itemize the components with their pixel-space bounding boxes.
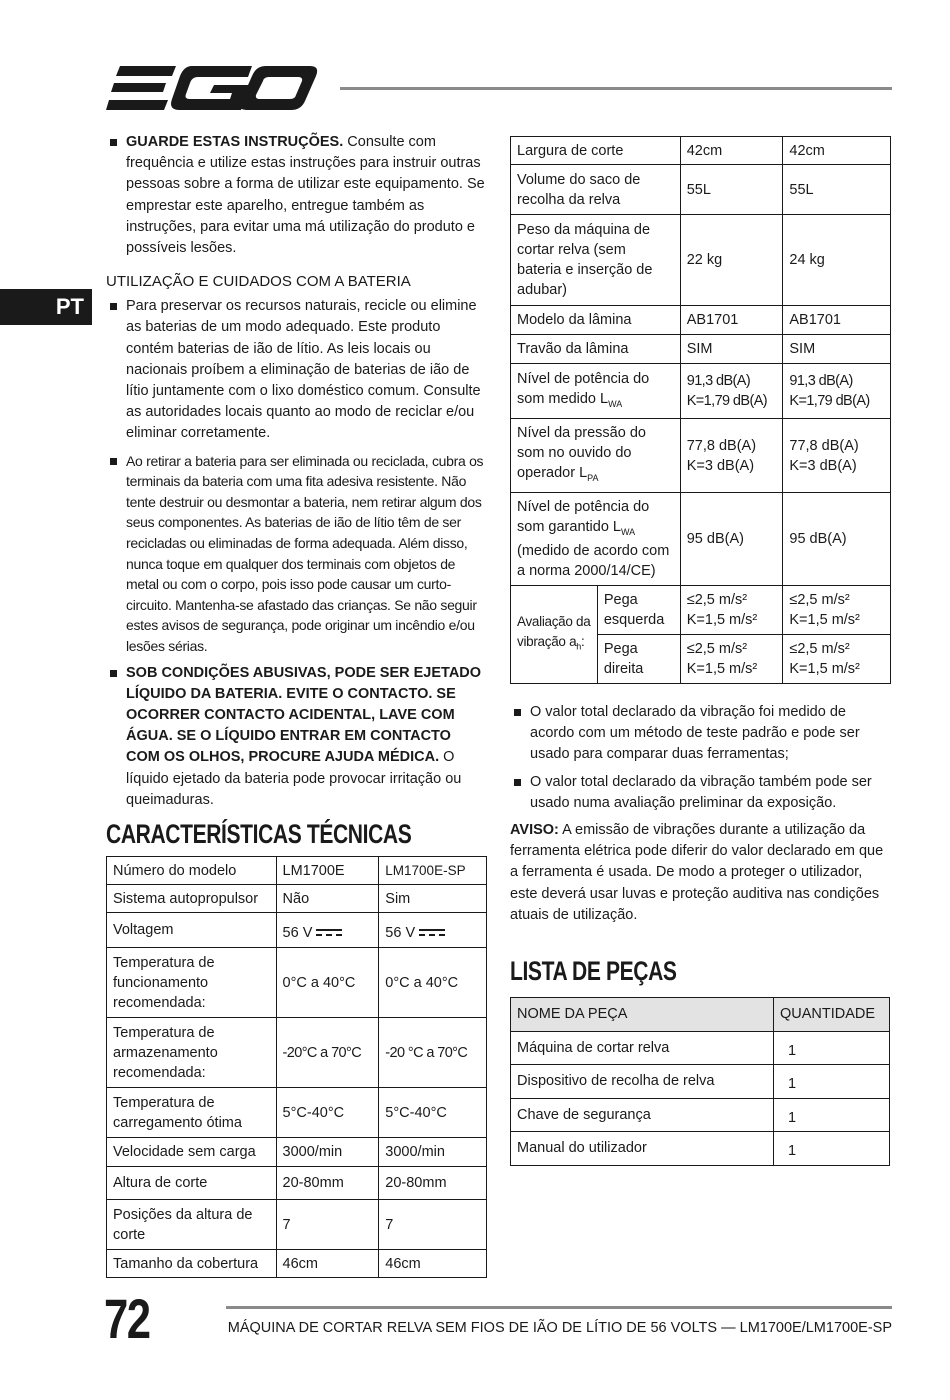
- left-column: [106, 132, 488, 1278]
- spec-value: [783, 364, 891, 419]
- spec-value: [276, 913, 379, 948]
- value-line: ≤2,5 m/s²: [686, 641, 748, 657]
- table-row: [107, 948, 487, 1018]
- spec-value: 42cm: [680, 137, 783, 165]
- spec-value: 5°C-40°C: [276, 1088, 379, 1138]
- part-qty: 1: [774, 1065, 890, 1099]
- spec-label: Voltagem: [107, 913, 277, 948]
- spec-value: -20°C a 70°C: [276, 1018, 379, 1088]
- value-line: K=1,79 dB(A): [686, 393, 767, 409]
- language-tab: [0, 289, 92, 325]
- part-qty: 1: [774, 1098, 890, 1132]
- page-number: 72: [104, 1287, 150, 1350]
- right-column: [510, 136, 892, 1166]
- spec-value: [680, 586, 783, 635]
- value-line: K=1,5 m/s²: [686, 661, 758, 677]
- table-row: [511, 493, 891, 586]
- specs-title: CARACTERÍSTICAS TÉCNICAS: [106, 819, 412, 849]
- spec-label: Temperatura de carregamento ótima: [107, 1088, 277, 1138]
- part-qty: 1: [774, 1132, 890, 1166]
- value-line: K=1,5 m/s²: [789, 661, 860, 677]
- header-rule: [340, 87, 892, 90]
- spec-value: 0°C a 40°C: [379, 948, 487, 1018]
- spec-value: SIM: [783, 335, 891, 364]
- spec-value: 46cm: [379, 1250, 487, 1278]
- spec-value: 42cm: [783, 137, 891, 165]
- parts-table: [510, 997, 890, 1166]
- battery-heading: UTILIZAÇÃO E CUIDADOS COM A BATERIA: [106, 273, 411, 291]
- dc-symbol-icon: [419, 929, 445, 937]
- vibration-notes: [510, 702, 892, 814]
- value-line: K=3 dB(A): [789, 457, 857, 474]
- spec-value: Não: [276, 885, 379, 913]
- footer-title: MÁQUINA DE CORTAR RELVA SEM FIOS DE IÃO DE LÍTIO DE 56 VOLTS — LM1700E/LM1700E-SP: [227, 1320, 892, 1336]
- table-row: [511, 1031, 890, 1065]
- spec-value: 22 kg: [680, 215, 783, 306]
- value-line: ≤2,5 m/s²: [789, 641, 850, 657]
- spec-label: Posições da altura de corte: [107, 1200, 277, 1250]
- spec-value: 20-80mm: [276, 1167, 379, 1200]
- spec-label: Tamanho da cobertura: [107, 1250, 277, 1278]
- spec-label: [511, 364, 681, 419]
- parts-header-row: [511, 998, 890, 1032]
- spec-value: 7: [276, 1200, 379, 1250]
- part-name: Chave de segurança: [511, 1098, 774, 1132]
- value-line: 77,8 dB(A): [686, 437, 757, 454]
- vibration-sub: h: [576, 641, 582, 652]
- vibration-label: [511, 586, 598, 684]
- spec-value: [379, 913, 487, 948]
- vibration-suffix: :: [581, 634, 585, 650]
- spec-value: 20-80mm: [379, 1167, 487, 1200]
- spec-value: 24 kg: [783, 215, 891, 306]
- spec-label: Largura de corte: [511, 137, 681, 165]
- value-line: 77,8 dB(A): [789, 437, 859, 454]
- dc-symbol-icon: [316, 929, 342, 937]
- spec-label: [511, 493, 681, 586]
- spec-value: SIM: [680, 335, 783, 364]
- footer-rule: [226, 1306, 892, 1309]
- notice-label: AVISO:: [510, 822, 559, 839]
- spec-value: LM1700E-SP: [379, 857, 487, 885]
- table-row: [511, 1065, 890, 1099]
- vibration-bullet: O valor total declarado da vibração também pode ser usado numa avaliação preliminar da exposição.: [510, 772, 892, 814]
- spec-label: Número do modelo: [107, 857, 277, 885]
- value-line: ≤2,5 m/s²: [686, 592, 748, 608]
- ego-logo: [106, 64, 318, 112]
- table-row: [511, 364, 891, 419]
- notice-text: A emissão de vibrações durante a utilização da ferramenta elétrica pode diferir do valor declarado em que a ferramenta é usada. De modo a proteger o utilizador, este deverá usar luvas e proteção auditiva nas condições atuais de utilização.: [510, 822, 884, 923]
- specs-table-left: [106, 856, 487, 1278]
- voltage-value: 56 V: [282, 925, 313, 941]
- sound-pressure-sub: PA: [587, 472, 599, 483]
- spec-label: Velocidade sem carga: [107, 1138, 277, 1167]
- table-row: [107, 1138, 487, 1167]
- keep-instructions-text: Consulte com frequência e utilize estas instruções para instruir outras pessoas sobre a forma de utilizar este equipamento. Se emprestar este aparelho, entregue também as instruções, para evitar uma má utilização do produto e possíveis lesões.: [126, 134, 485, 257]
- spec-value: LM1700E: [276, 857, 379, 885]
- value-line: ≤2,5 m/s²: [789, 592, 850, 608]
- table-row: [107, 1088, 487, 1138]
- spec-value: 55L: [680, 165, 783, 215]
- spec-label: Temperatura de armazenamento recomendada:: [107, 1018, 277, 1088]
- battery-bullet-disposal: Ao retirar a bateria para ser eliminada ou reciclada, cubra os terminais da bateria com uma fita adesiva resistente. Não tente destruir ou desmontar a bateria, nem retirar algum dos seus componentes. As baterias de ião de lítio têm de ser recicladas ou eliminadas de forma adequada. Além disso, nunca toque em qualquer dos terminais com objetos de metal ou com o corpo, pois isso pode causar um curto-circuito. Mantenha-se afastado das crianças. Se não seguir estes avisos de segurança, pode originar um incêndio e/ou lesões sérias.: [106, 451, 488, 657]
- part-name: Dispositivo de recolha de relva: [511, 1065, 774, 1099]
- value-line: 91,3 dB(A): [789, 373, 853, 389]
- table-row: [107, 857, 487, 885]
- sound-power-sub: WA: [608, 398, 623, 409]
- table-row: [511, 137, 891, 165]
- spec-value: 5°C-40°C: [379, 1088, 487, 1138]
- spec-value: [680, 419, 783, 493]
- sound-power-label: Nível de potência do som medido L: [517, 370, 650, 407]
- value-line: 91,3 dB(A): [686, 373, 751, 389]
- spec-value: 55L: [783, 165, 891, 215]
- spec-value: 0°C a 40°C: [276, 948, 379, 1018]
- table-row: [107, 885, 487, 913]
- spec-value: [680, 635, 783, 684]
- parts-title: LISTA DE PEÇAS: [510, 956, 677, 987]
- parts-header-qty: QUANTIDADE: [774, 998, 890, 1032]
- keep-instructions-bullet: [106, 132, 488, 259]
- table-row: [511, 1132, 890, 1166]
- part-qty: 1: [774, 1031, 890, 1065]
- value-line: K=1,5 m/s²: [789, 612, 860, 628]
- keep-instructions-bold: GUARDE ESTAS INSTRUÇÕES.: [126, 134, 344, 150]
- table-row: [107, 913, 487, 948]
- table-row: [107, 1018, 487, 1088]
- spec-value: [783, 419, 891, 493]
- table-row: [107, 1200, 487, 1250]
- spec-label: Modelo da lâmina: [511, 306, 681, 335]
- spec-value: 95 dB(A): [783, 493, 891, 586]
- value-line: K=3 dB(A): [686, 457, 755, 474]
- voltage-value: 56 V: [385, 925, 416, 941]
- spec-label: [511, 419, 681, 493]
- table-row: [511, 1098, 890, 1132]
- spec-label: Volume do saco de recolha da relva: [511, 165, 681, 215]
- right-grip-label: Pega direita: [597, 635, 680, 684]
- spec-value: AB1701: [783, 306, 891, 335]
- table-row: [511, 586, 891, 635]
- spec-value: 95 dB(A): [680, 493, 783, 586]
- guaranteed-sub: WA: [620, 526, 636, 537]
- table-row: [107, 1167, 487, 1200]
- value-line: K=1,5 m/s²: [686, 612, 758, 628]
- battery-bullet-recycle: Para preservar os recursos naturais, recicle ou elimine as baterias de um modo adequado. Este produto contém baterias de ião de lítio. As leis locais ou nacionais proíbem a eliminação de baterias de ião de lítio juntamente com o lixo doméstico comum. Consulte as autoridades locais quanto ao modo de reciclar e/ou eliminar corretamente.: [106, 296, 488, 444]
- vibration-label-text: Avaliação da vibração a: [517, 614, 591, 650]
- spec-value: AB1701: [680, 306, 783, 335]
- specs-table-right: [510, 136, 891, 684]
- spec-value: Sim: [379, 885, 487, 913]
- spec-value: [783, 635, 891, 684]
- guaranteed-label-note: (medido de acordo com a norma 2000/14/CE): [517, 543, 670, 580]
- notice-paragraph: [510, 820, 892, 926]
- sound-pressure-label: Nível da pressão do som no ouvido do operador L: [517, 425, 646, 482]
- spec-value: 3000/min: [379, 1138, 487, 1167]
- spec-value: 7: [379, 1200, 487, 1250]
- spec-value: 3000/min: [276, 1138, 379, 1167]
- table-row: [511, 335, 891, 364]
- abuse-warning-bold: SOB CONDIÇÕES ABUSIVAS, PODE SER EJETADO LÍQUIDO DA BATERIA. EVITE O CONTACTO. SE OCORRER CONTACTO ACIDENTAL, LAVE COM ÁGUA. SE O LÍQUIDO ENTRAR EM CONTACTO COM OS OLHOS, PROCURE AJUDA MÉDICA.: [126, 664, 482, 766]
- left-grip-label: Pega esquerda: [597, 586, 680, 635]
- spec-value: -20 °C a 70°C: [379, 1018, 487, 1088]
- spec-label: Sistema autopropulsor: [107, 885, 277, 913]
- spec-value: [783, 586, 891, 635]
- guaranteed-label: Nível de potência do som garantido L: [517, 498, 650, 535]
- spec-label: Peso da máquina de cortar relva (sem bateria e inserção de adubar): [511, 215, 681, 306]
- part-name: Máquina de cortar relva: [511, 1031, 774, 1065]
- part-name: Manual do utilizador: [511, 1132, 774, 1166]
- table-row: [511, 306, 891, 335]
- language-label: PT: [55, 294, 84, 319]
- spec-label: Travão da lâmina: [511, 335, 681, 364]
- value-line: K=1,79 dB(A): [789, 393, 870, 409]
- vibration-bullet: O valor total declarado da vibração foi medido de acordo com um método de teste padrão e pode ser usado para comparar duas ferramentas;: [510, 702, 892, 766]
- spec-label: Altura de corte: [107, 1167, 277, 1200]
- table-row: [107, 1250, 487, 1278]
- parts-header-name: NOME DA PEÇA: [511, 998, 774, 1032]
- table-row: [511, 165, 891, 215]
- table-row: [511, 419, 891, 493]
- spec-value: [680, 364, 783, 419]
- spec-value: 46cm: [276, 1250, 379, 1278]
- abuse-warning-text: O líquido ejetado da bateria pode provocar irritação ou queimaduras.: [126, 749, 462, 808]
- spec-label: Temperatura de funcionamento recomendada:: [107, 948, 277, 1018]
- battery-bullet-abuse: [106, 663, 488, 811]
- table-row: [511, 215, 891, 306]
